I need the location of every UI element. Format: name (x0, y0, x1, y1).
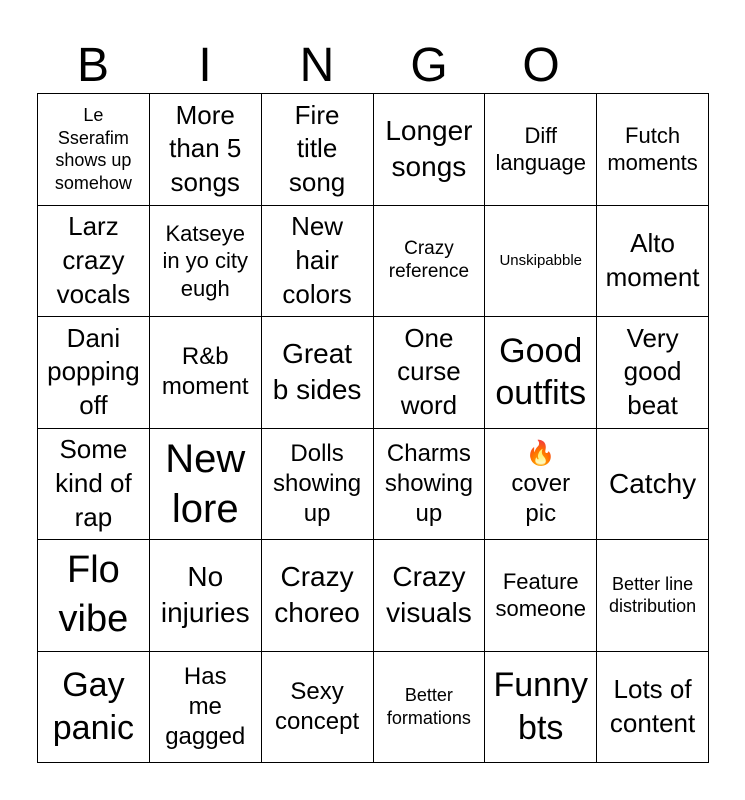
bingo-cell-r6c6[interactable] (597, 652, 709, 764)
cell-text: Lots of content (609, 673, 696, 738)
cell-text: Catchy (609, 467, 697, 499)
cell-text: Charms showing up (384, 439, 473, 527)
bingo-cell-r2c1[interactable] (38, 206, 150, 318)
bingo-cell-r5c3[interactable] (262, 540, 374, 652)
cell-text: Feature someone (495, 568, 586, 622)
cell-text: Crazy choreo (274, 560, 360, 629)
cell-text: New hair colors (282, 211, 352, 309)
bingo-cell-r3c2[interactable] (150, 317, 262, 429)
header-letter-i: I (198, 39, 212, 92)
cell-text: Better line distribution (609, 573, 697, 617)
bingo-cell-r2c5[interactable] (485, 206, 597, 318)
cell-text: Flo vibe (58, 548, 129, 641)
bingo-cell-r2c4[interactable] (374, 206, 486, 318)
cell-text: Alto moment (605, 227, 700, 292)
cell-text: Great b sides (272, 337, 362, 406)
header-letter-g: G (410, 39, 448, 92)
cell-text: Crazy reference (388, 237, 470, 282)
bingo-cell-r2c3[interactable] (262, 206, 374, 318)
cell-text: Very good beat (623, 322, 682, 421)
cell-text: Sexy concept (275, 677, 360, 735)
cell-text: Larz crazy vocals (56, 211, 131, 309)
bingo-cell-r1c6[interactable] (597, 94, 709, 206)
cell-text: Longer songs (385, 114, 473, 183)
cell-text: Dani popping off (47, 322, 140, 421)
cell-text: Futch moments (607, 122, 698, 176)
bingo-grid (37, 93, 709, 763)
cell-text: R&b moment (161, 343, 249, 401)
bingo-cell-r2c6[interactable] (597, 206, 709, 318)
bingo-cell-r5c5[interactable] (485, 540, 597, 652)
cell-text: Le Sserafim shows up somehow (54, 105, 132, 193)
bingo-cell-r6c1[interactable] (38, 652, 150, 764)
bingo-cell-r6c2[interactable] (150, 652, 262, 764)
cell-text: Crazy visuals (386, 560, 472, 629)
cell-text: 🔥 cover pic (511, 439, 571, 527)
cell-text: Has me gagged (165, 662, 246, 750)
header-letter-o: O (522, 39, 560, 92)
cell-text: Better formations (386, 685, 471, 728)
header-letter-b: B (76, 39, 109, 92)
bingo-cell-r3c4[interactable] (374, 317, 486, 429)
bingo-cell-r4c6[interactable] (597, 429, 709, 541)
bingo-cell-r2c2[interactable] (150, 206, 262, 318)
bingo-header (37, 38, 709, 94)
bingo-cell-r1c2[interactable] (150, 94, 262, 206)
bingo-cell-r1c4[interactable] (374, 94, 486, 206)
cell-text: One curse word (397, 322, 461, 421)
bingo-cell-r4c2[interactable] (150, 429, 262, 541)
bingo-cell-r4c3[interactable] (262, 429, 374, 541)
cell-text: Fire title song (288, 99, 346, 198)
bingo-cell-r6c5[interactable] (485, 652, 597, 764)
bingo-cell-r6c4[interactable] (374, 652, 486, 764)
cell-text: Funny bts (493, 666, 588, 747)
header-letter-n: N (299, 39, 335, 92)
cell-text: Katseye in yo city eugh (162, 220, 249, 301)
bingo-cell-r3c5[interactable] (485, 317, 597, 429)
bingo-cell-r4c4[interactable] (374, 429, 486, 541)
bingo-cell-r5c6[interactable] (597, 540, 709, 652)
cell-text: Diff language (495, 122, 587, 176)
cell-text: More than 5 songs (169, 99, 242, 198)
cell-text: No injuries (160, 560, 250, 629)
cell-text: Some kind of rap (55, 434, 132, 532)
bingo-cell-r1c3[interactable] (262, 94, 374, 206)
bingo-cell-r4c1[interactable] (38, 429, 150, 541)
cell-text: Unskipabble (499, 251, 583, 269)
bingo-cell-r5c1[interactable] (38, 540, 150, 652)
cell-text: Good outfits (495, 331, 587, 413)
cell-text: Gay panic (52, 666, 135, 747)
bingo-cell-r5c4[interactable] (374, 540, 486, 652)
bingo-cell-r1c5[interactable] (485, 94, 597, 206)
bingo-cell-r3c6[interactable] (597, 317, 709, 429)
cell-text: Dolls showing up (273, 439, 362, 527)
cell-text: New lore (165, 436, 246, 531)
bingo-cell-r1c1[interactable] (38, 94, 150, 206)
bingo-cell-r4c5[interactable] (485, 429, 597, 541)
bingo-cell-r6c3[interactable] (262, 652, 374, 764)
bingo-cell-r3c1[interactable] (38, 317, 150, 429)
bingo-cell-r3c3[interactable] (262, 317, 374, 429)
bingo-cell-r5c2[interactable] (150, 540, 262, 652)
